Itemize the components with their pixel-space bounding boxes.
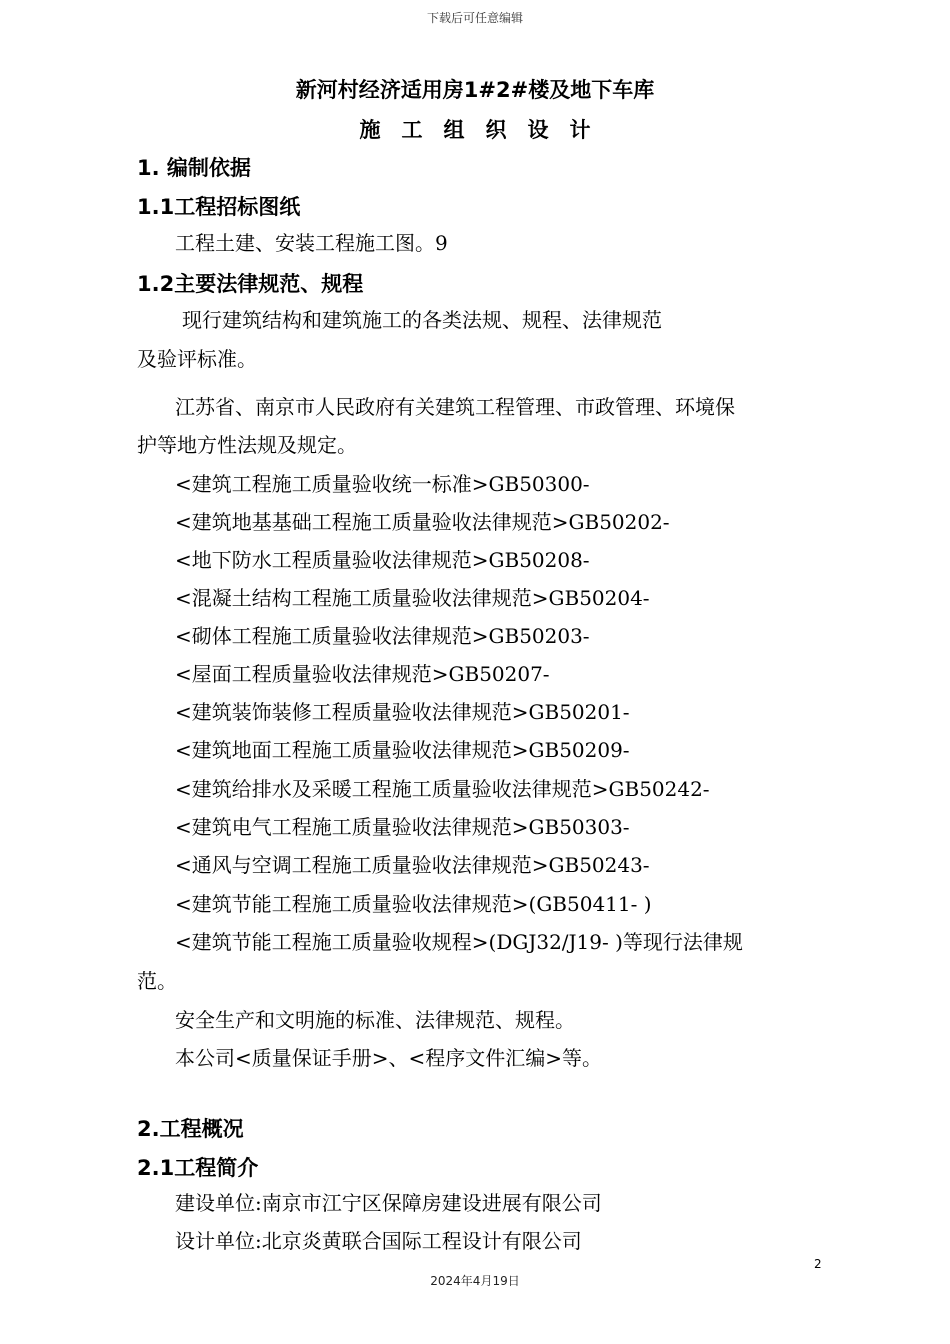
standard-item: <建筑装饰装修工程质量验收法律规范>GB50201-: [175, 700, 630, 724]
paragraph: 江苏省、南京市人民政府有关建筑工程管理、市政管理、环境保: [175, 395, 735, 419]
section-heading-2: 2.工程概况: [137, 1117, 244, 1141]
standard-item: <地下防水工程质量验收法律规范>GB50208-: [175, 548, 590, 572]
paragraph: 安全生产和文明施的标准、法律规范、规程。: [175, 1008, 575, 1032]
section-heading-1: 1. 编制依据: [137, 156, 251, 180]
section-heading-1-2: 1.2主要法律规范、规程: [137, 272, 364, 296]
paragraph: 本公司<质量保证手册>、<程序文件汇编>等。: [175, 1046, 603, 1070]
paragraph: 建设单位:南京市江宁区保障房建设进展有限公司: [175, 1191, 602, 1215]
footer-date: 2024年4月19日: [430, 1274, 520, 1288]
standard-item: <建筑节能工程施工质量验收法律规范>(GB50411- ): [175, 892, 652, 916]
paragraph: 及验评标准。: [137, 347, 257, 371]
standard-item: <建筑地基基础工程施工质量验收法律规范>GB50202-: [175, 510, 670, 534]
standard-item: <建筑电气工程施工质量验收法律规范>GB50303-: [175, 815, 630, 839]
standard-item: <建筑工程施工质量验收统一标准>GB50300-: [175, 472, 590, 496]
section-heading-2-1: 2.1工程简介: [137, 1156, 259, 1180]
document-title: 新河村经济适用房1#2#楼及地下车库: [295, 78, 655, 102]
paragraph: 设计单位:北京炎黄联合国际工程设计有限公司: [175, 1229, 582, 1253]
standard-item: <屋面工程质量验收法律规范>GB50207-: [175, 662, 550, 686]
paragraph: 工程土建、安装工程施工图。9: [175, 231, 448, 255]
paragraph: 现行建筑结构和建筑施工的各类法规、规程、法律规范: [182, 308, 662, 332]
paragraph: 护等地方性法规及规定。: [137, 433, 357, 457]
paragraph: 范。: [137, 969, 177, 993]
document-subtitle: 施工组织设计: [359, 118, 612, 142]
section-heading-1-1: 1.1工程招标图纸: [137, 195, 301, 219]
standard-item: <通风与空调工程施工质量验收法律规范>GB50243-: [175, 853, 650, 877]
paragraph: <建筑节能工程施工质量验收规程>(DGJ32/J19- )等现行法律规: [175, 930, 743, 954]
page-number: 2: [814, 1257, 822, 1271]
standard-item: <混凝土结构工程施工质量验收法律规范>GB50204-: [175, 586, 650, 610]
header-note: 下载后可任意编辑: [426, 11, 523, 25]
standard-item: <建筑地面工程施工质量验收法律规范>GB50209-: [175, 738, 630, 762]
standard-item: <砌体工程施工质量验收法律规范>GB50203-: [175, 624, 590, 648]
standard-item: <建筑给排水及采暖工程施工质量验收法律规范>GB50242-: [175, 777, 710, 801]
